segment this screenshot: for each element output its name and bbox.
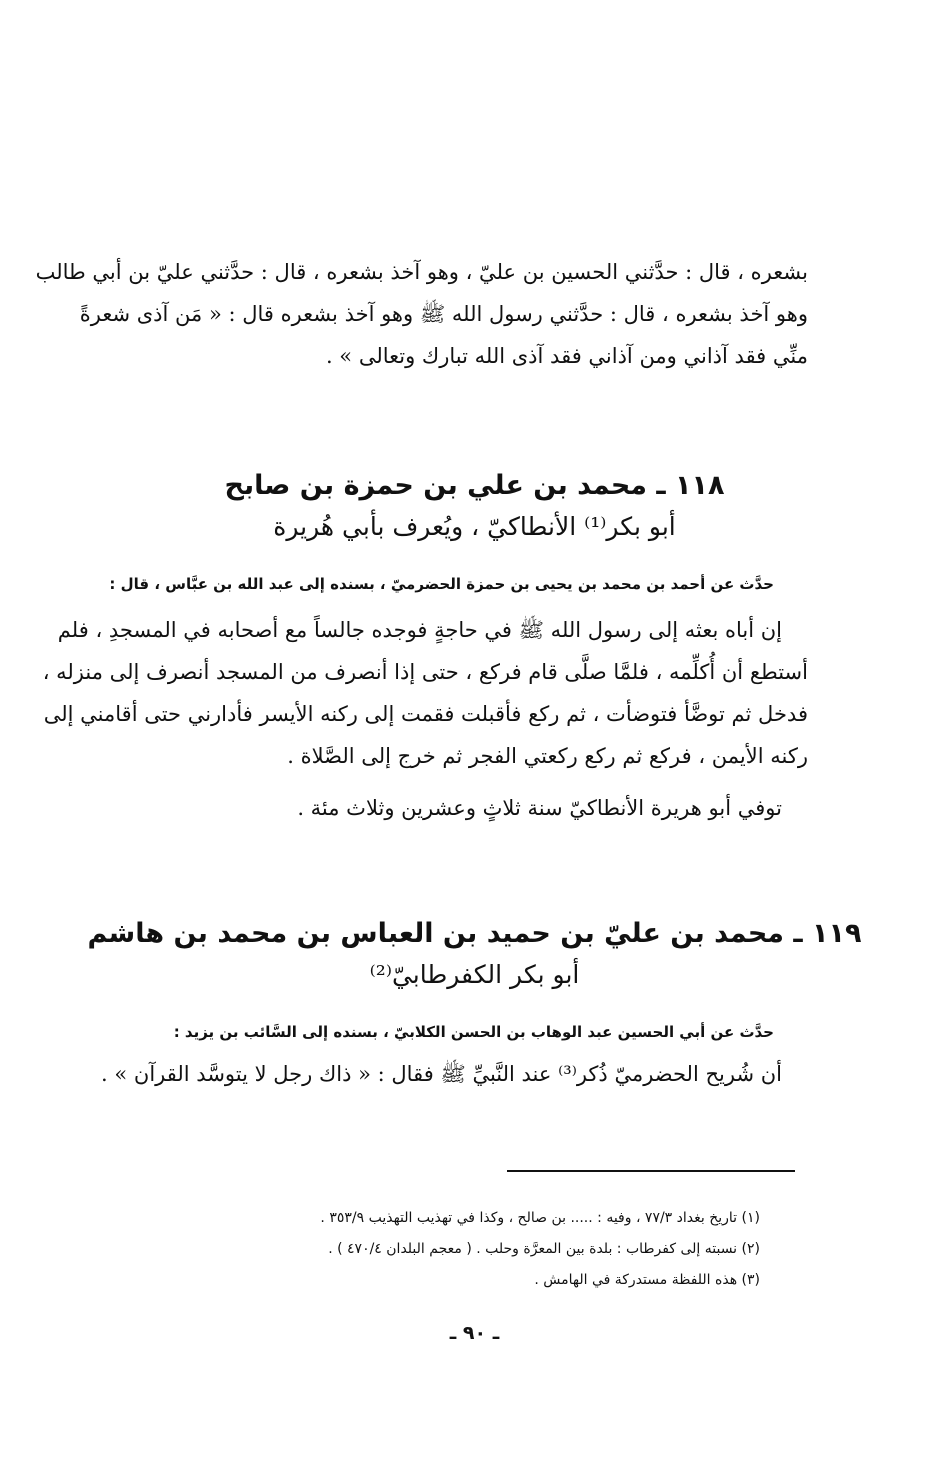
footnote-1: (١) تاريخ بغداد ٧٧/٣ ، وفيه : ..... بن صالح ، وكذا في تهذيب التهذيب ٣٥٣/٩ . (320, 1210, 760, 1226)
entry-118-subtitle: أبو بكر⁽¹⁾ الأنطاكيّ ، ويُعرف بأبي هُريرة (273, 512, 676, 541)
entry-118-line-3: فدخل ثم توضَّأ فتوضأت ، ثم ركع فأقبلت فقمت إلى ركنه الأيسر فأدارني حتى أقامني إلى (43, 702, 808, 726)
footnote-separator (507, 1170, 795, 1172)
entry-119-isnad: حدَّث عن أبي الحسين عبد الوهاب بن الحسن الكلابيّ ، بسنده إلى السَّائب بن يزيد : (173, 1023, 774, 1041)
intro-line-3: منِّي فقد آذاني ومن آذاني فقد آذى الله تبارك وتعالى » . (325, 344, 808, 368)
footnote-3: (٣) هذه اللفظة مستدركة في الهامش . (534, 1272, 760, 1288)
entry-118-death-note: توفي أبو هريرة الأنطاكيّ سنة ثلاثٍ وعشرين وثلاث مئة . (297, 796, 782, 820)
entry-119-title: ١١٩ ـ محمد بن عليّ بن حميد بن العباس بن محمد بن هاشم (87, 918, 862, 949)
entry-118-isnad: حدَّث عن أحمد بن محمد بن يحيى بن حمزة الحضرميّ ، بسنده إلى عبد الله بن عبَّاس ، قال : (109, 575, 774, 593)
footnote-2: (٢) نسبته إلى كفرطاب : بلدة بين المعرَّة وحلب . ( معجم البلدان ٤٧٠/٤ ) . (328, 1241, 760, 1257)
intro-line-2: وهو آخذ بشعره ، قال : حدَّثني رسول الله ﷺ وهو آخذ بشعره قال : « مَن آذى شعرةً (79, 302, 808, 326)
page-number: ـ ٩٠ ـ (449, 1322, 500, 1344)
intro-line-1: بشعره ، قال : حدَّثني الحسين بن عليّ ، وهو آخذ بشعره ، قال : حدَّثني عليّ بن أبي طالب (35, 260, 808, 284)
entry-118-title: ١١٨ ـ محمد بن علي بن حمزة بن صابح (224, 470, 725, 501)
entry-118-line-4: ركنه الأيمن ، فركع ثم ركع ركعتي الفجر ثم خرج إلى الصَّلاة . (287, 744, 808, 768)
entry-118-line-1: إن أباه بعثه إلى رسول الله ﷺ في حاجةٍ فوجده جالساً مع أصحابه في المسجدِ ، فلم (57, 618, 782, 642)
entry-119-line-1: أن شُريح الحضرميّ ذُكر⁽³⁾ عند النَّبيِّ ﷺ فقال : « ذاك رجل لا يتوسَّد القرآن » . (101, 1062, 782, 1086)
entry-119-subtitle: أبو بكر الكفرطابيّ⁽²⁾ (369, 960, 580, 989)
entry-118-line-2: أستطع أن أُكلِّمه ، فلمَّا صلَّى قام فركع ، حتى إذا أنصرف من المسجد أنصرف إلى منزله ، (42, 660, 808, 684)
